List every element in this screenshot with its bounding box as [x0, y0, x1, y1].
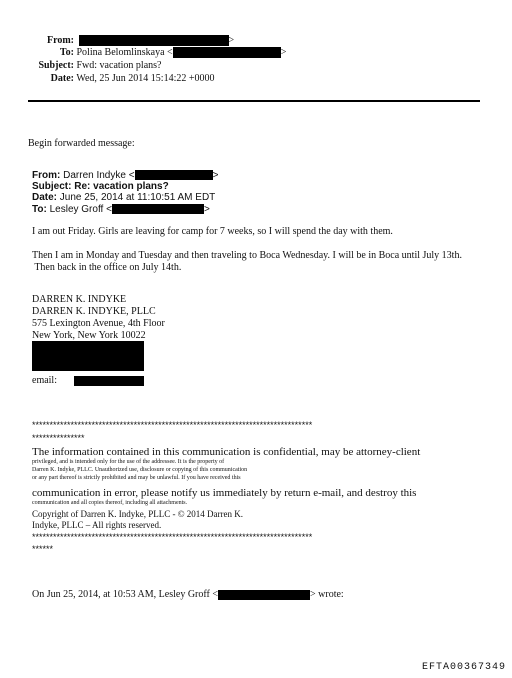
fwd-date-value: June 25, 2014 at 11:10:51 AM EDT: [59, 192, 216, 203]
fwd-date-row: [32, 192, 215, 203]
document-id: EFTA00367349: [421, 662, 506, 673]
disclaimer-text-2: communication in error, please notify us immediately by return e-mail, and destroy this: [32, 487, 417, 499]
fwd-to-row: [32, 204, 210, 215]
fwd-to-value: Lesley Groff <: [49, 204, 112, 215]
signature-address-1: 575 Lexington Avenue, 4th Floor: [32, 318, 165, 329]
fwd-to-label: To:: [32, 204, 47, 215]
body-paragraph-1: I am out Friday. Girls are leaving for camp for 7 weeks, so I will spend the day with them.: [32, 226, 393, 237]
disclaimer-text-1: The information contained in this communication is confidential, may be attorney-client: [32, 446, 421, 458]
disclaimer-stars-4: ******: [32, 544, 54, 554]
disclaimer-copyright-2: Indyke, PLLC – All rights reserved.: [32, 520, 162, 530]
header-date-row: [28, 73, 215, 85]
header-from-label: From:: [46, 35, 74, 46]
redaction-block: [135, 170, 213, 180]
header-divider: [28, 100, 480, 102]
quote-line: [32, 589, 344, 601]
forward-intro: Begin forwarded message:: [28, 138, 135, 149]
header-subject-value: Fwd: vacation plans?: [76, 60, 162, 71]
header-from-row: [28, 35, 234, 47]
redaction-block: [173, 47, 281, 58]
quote-suffix: > wrote:: [310, 589, 344, 600]
disclaimer-copyright-1: Copyright of Darren K. Indyke, PLLC - © 2014 Darren K.: [32, 509, 244, 519]
disclaimer-small-2: Darren K. Indyke, PLLC. Unauthorized use, disclosure or copying of this communication: [32, 467, 248, 473]
body-paragraph-2-line-2: Then back in the office on July 14th.: [32, 262, 182, 273]
signature-email-row: [32, 375, 144, 387]
disclaimer-small-3: or any part thereof is strictly prohibited and may be unlawful. If you have received this: [32, 475, 241, 481]
disclaimer-small-4: communication and all copies thereof, including all attachments.: [32, 500, 188, 506]
fwd-from-value: Darren Indyke <: [63, 170, 135, 181]
fwd-subject-label: Subject:: [32, 181, 72, 192]
disclaimer-stars-2: ***************: [32, 433, 85, 443]
signature-name: DARREN K. INDYKE: [32, 294, 127, 305]
fwd-from-suffix: >: [212, 170, 219, 181]
header-to-value: Polina Belomlinskaya <: [76, 47, 173, 58]
header-to-suffix: >: [280, 47, 287, 58]
header-to-label: To:: [59, 47, 74, 58]
body-paragraph-2-line-1: Then I am in Monday and Tuesday and then traveling to Boca Wednesday. I will be in Boca until July 13th.: [32, 250, 462, 261]
fwd-subject-value: Re: vacation plans?: [74, 181, 169, 192]
header-date-value: Wed, 25 Jun 2014 15:14:22 +0000: [76, 73, 215, 84]
redaction-block: [79, 35, 229, 46]
redaction-block: [218, 590, 310, 600]
disclaimer-small-1: privileged, and is intended only for the use of the addressee. It is the property of: [32, 459, 225, 465]
redaction-block: [74, 376, 144, 386]
signature-email-label: email:: [32, 375, 57, 386]
redaction-block: [112, 204, 204, 214]
header-from-suffix: >: [228, 35, 235, 46]
disclaimer-stars-3: ********************************************************************************: [32, 532, 313, 542]
redaction-block: [32, 341, 144, 371]
fwd-from-label: From:: [32, 170, 61, 181]
signature-firm: DARREN K. INDYKE, PLLC: [32, 306, 156, 317]
header-to-row: [28, 47, 286, 59]
fwd-to-suffix: >: [203, 204, 210, 215]
fwd-from-row: [32, 170, 218, 181]
fwd-date-label: Date:: [32, 192, 58, 203]
disclaimer-stars-1: ********************************************************************************: [32, 420, 313, 430]
header-subject-label: Subject:: [38, 60, 74, 71]
fwd-subject-row: [32, 181, 169, 192]
quote-prefix: On Jun 25, 2014, at 10:53 AM, Lesley Groff <: [32, 589, 218, 600]
header-subject-row: [28, 60, 161, 72]
signature-address-2: New York, New York 10022: [32, 330, 146, 341]
header-date-label: Date:: [50, 73, 74, 84]
